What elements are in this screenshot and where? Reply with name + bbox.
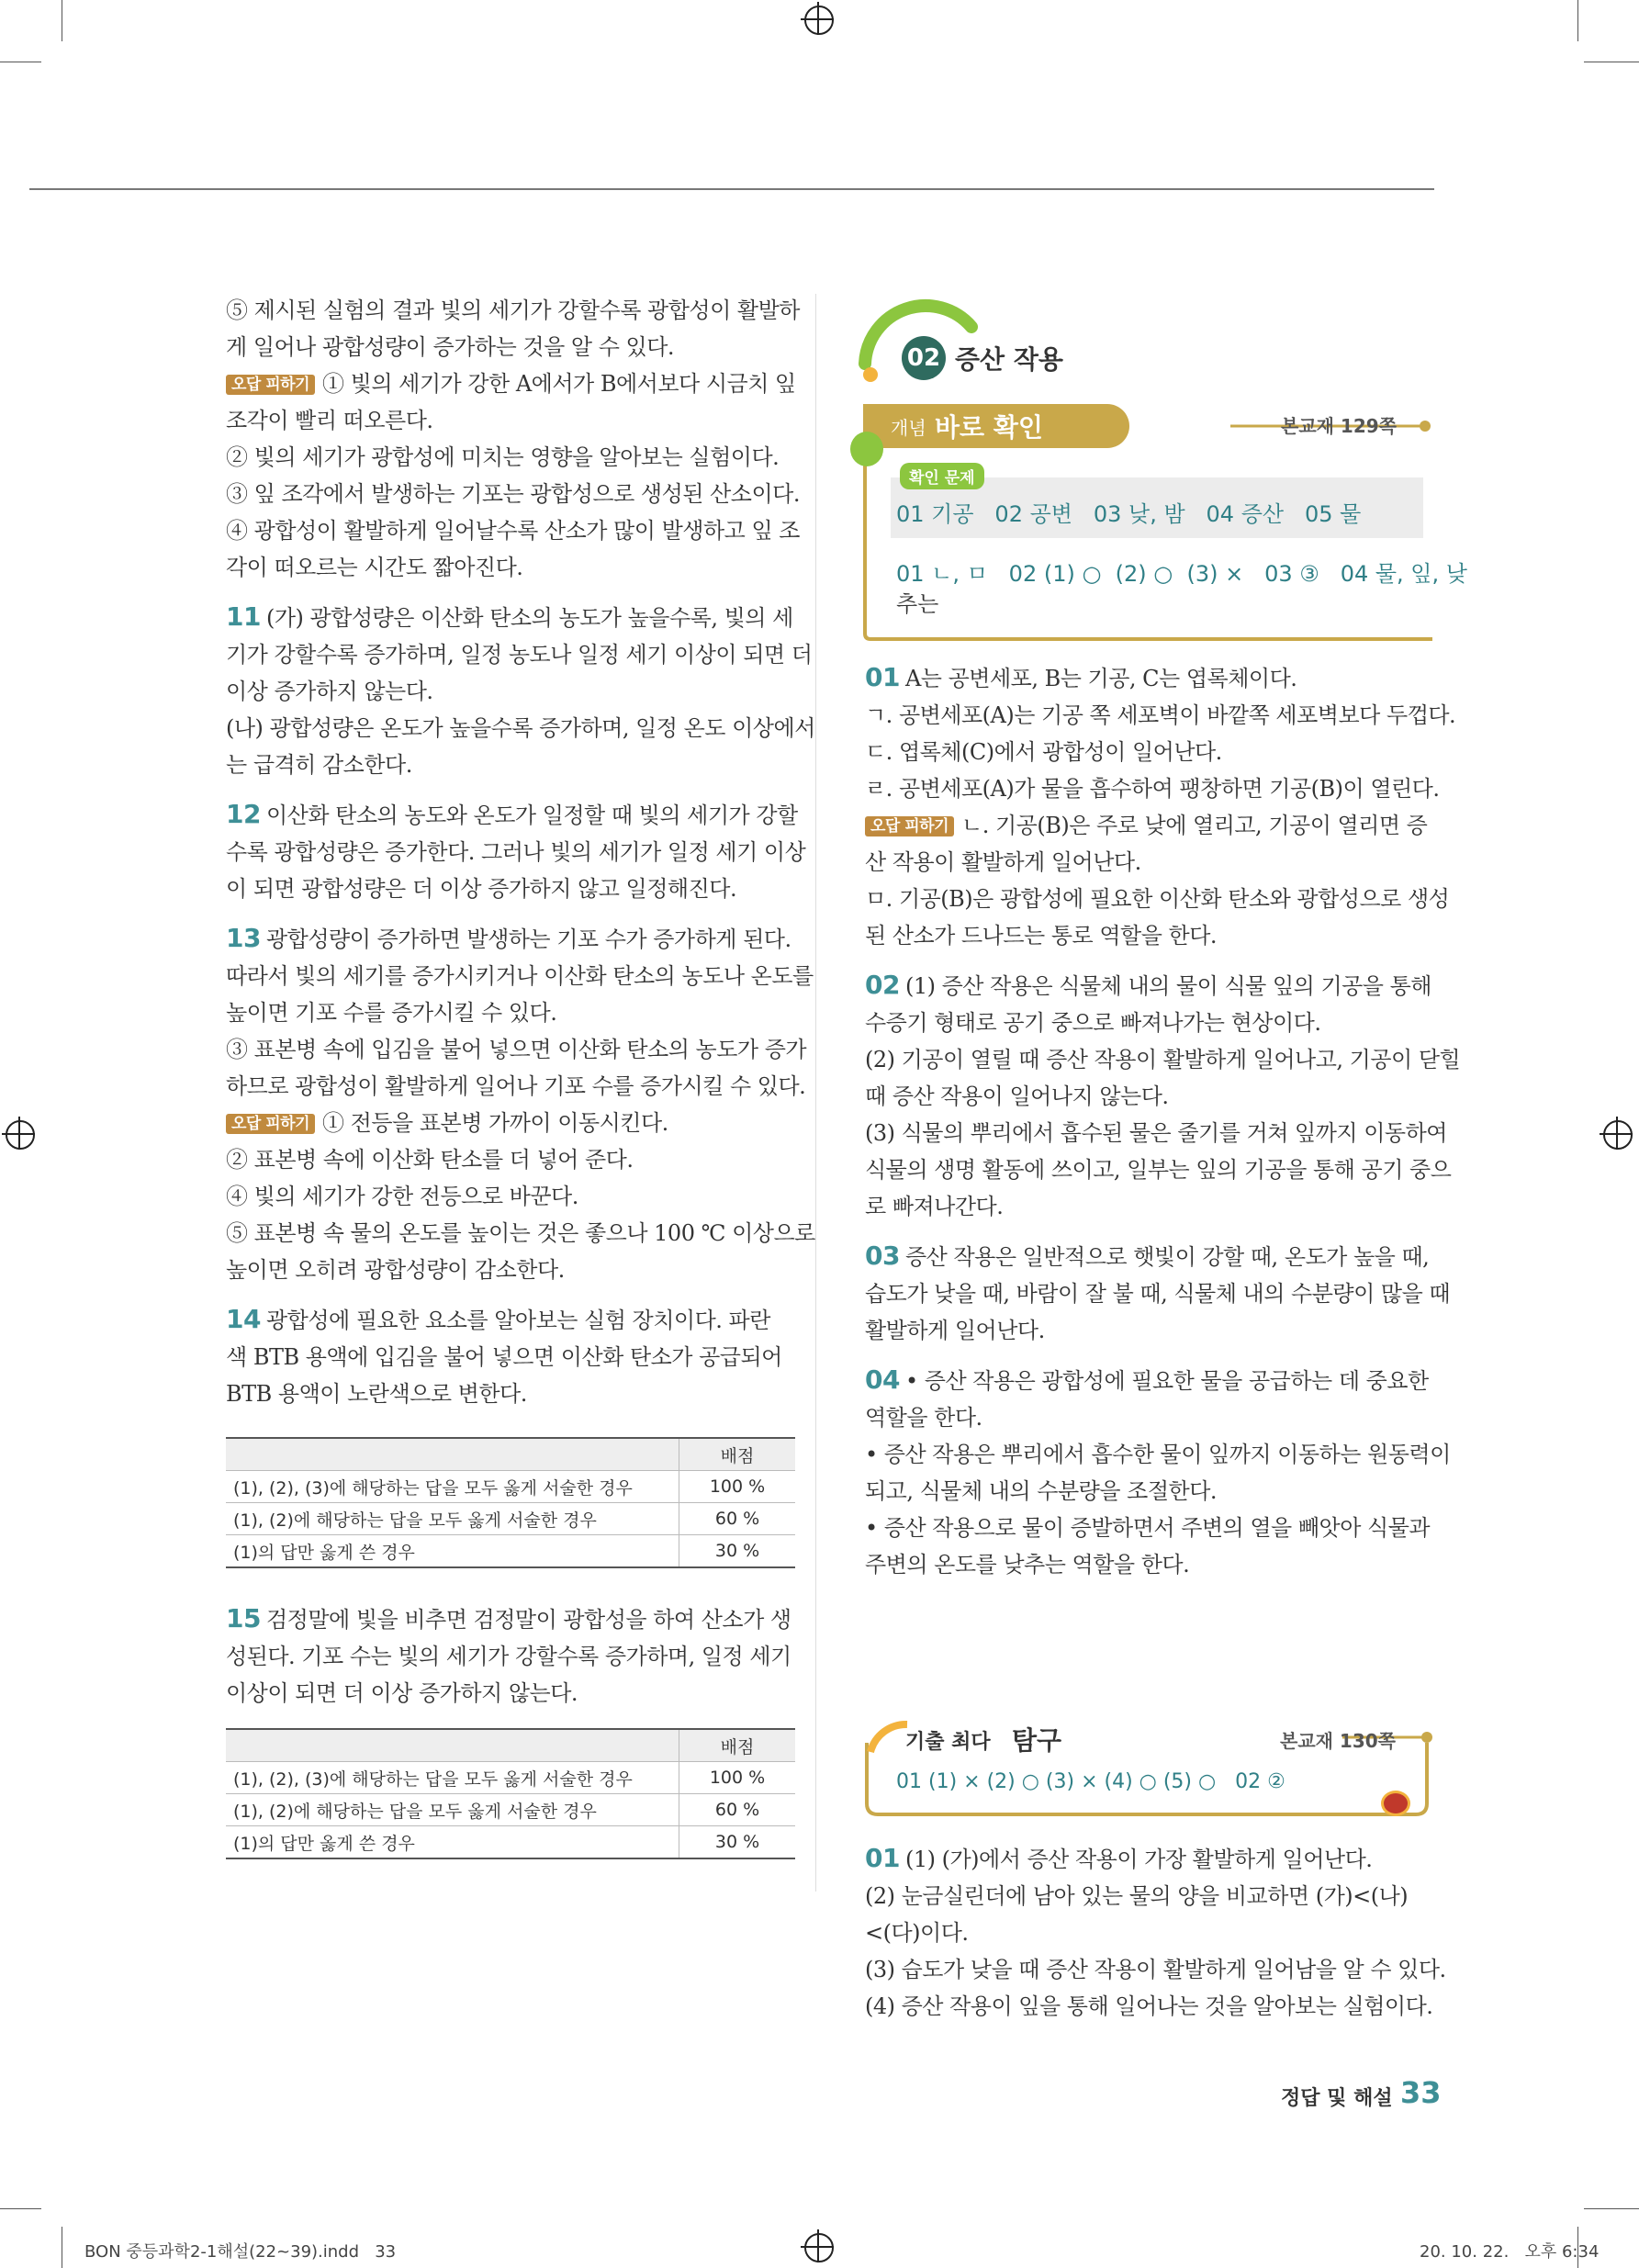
score-table-14 xyxy=(226,1437,795,1568)
question-04: 04 • 증산 작용은 광합성에 필요한 물을 공급하는 데 중요한 역할을 한다. • 증산 작용은 뿌리에서 흡수한 물이 잎까지 이동하는 원동력이 되고, 식물체 내의 수분량을 조절한다. • 증산 작용으로 물이 증발하면서 주변의 열을 빼앗아 식물과 주변의 온도를 낮추는 역할을 한다. xyxy=(865,1364,1451,1577)
wrong-answer-note: 오답 피하기 ① 빛의 세기가 강한 A에서가 B에서보다 시금치 잎 조각이 빨리 떠오른다. ② 빛의 세기가 광합성에 미치는 영향을 알아보는 실험이다. ③ 잎 조각에서 발생하는 기포는 광합성으로 생성된 산소이다. ④ 광합성이 활발하게 일어날수록 산소가 많이 발생하고 잎 조 각이 떠오르는 시간도 짧아진다. xyxy=(226,371,800,580)
score-header: 배점 xyxy=(679,1729,796,1762)
quiz-answers-line1: 01 ㄴ, ㅁ 02 (1) ○ (2) ○ (3) × 03 ③ 04 물, 잎, 낮 xyxy=(896,561,1467,587)
page-reference: 본교재 129쪽 xyxy=(1281,415,1397,437)
registration-mark-top-icon xyxy=(804,6,834,35)
wrong-answer-tag: 오답 피하기 xyxy=(226,1114,315,1134)
question-03: 03 증산 작용은 일반적으로 햇빛이 강할 때, 온도가 높을 때, 습도가 낮을 때, 바람이 잘 불 때, 식물체 내의 수분량이 많을 때 활발하게 일어난다. xyxy=(865,1241,1451,1343)
explore-answers: 01 (1) × (2) ○ (3) × (4) ○ (5) ○ 02 ② xyxy=(896,1770,1285,1793)
concept-label-small: 개념 xyxy=(891,417,926,439)
page-reference: 본교재 130쪽 xyxy=(1280,1730,1396,1752)
chameleon-icon xyxy=(850,432,883,466)
registration-mark-bottom-icon xyxy=(804,2233,834,2262)
column-divider xyxy=(815,294,816,1892)
explore-explanations xyxy=(865,1840,1446,2025)
left-column xyxy=(226,292,815,1412)
question-01: 01 A는 공변세포, B는 기공, C는 엽록체이다. ㄱ. 공변세포(A)는 기공 쪽 세포벽이 바깥쪽 세포벽보다 두껍다. ㄷ. 엽록체(C)에서 광합성이 일어난다. ㄹ. 공변세포(A)가 물을 흡수하여 팽창하면 기공(B)이 열린다. xyxy=(865,662,1456,802)
question-number: 03 xyxy=(865,1241,900,1271)
question-number: 12 xyxy=(226,799,261,829)
question-number: 13 xyxy=(226,923,261,953)
score-table-15 xyxy=(226,1728,795,1859)
question-15: 15 검정말에 빛을 비추면 검정말이 광합성을 하여 산소가 생 성된다. 기포 수는 빛의 세기가 강할수록 증가하며, 일정 세기 이상이 되면 더 이상 증가하지 않는다. xyxy=(226,1603,791,1706)
question-12: 12 이산화 탄소의 농도와 온도가 일정할 때 빛의 세기가 강할 수록 광합성량은 증가한다. 그러나 빛의 세기가 일정 세기 이상 이 되면 광합성량은 더 이상 증가하지 않고 일정해진다. xyxy=(226,799,806,902)
crop-line-vert-tr xyxy=(1577,0,1578,41)
table-row: (1), (2), (3)에 해당하는 답을 모두 옳게 서술한 경우 100 % xyxy=(226,1471,795,1503)
question-number: 15 xyxy=(226,1603,261,1634)
footer-file: BON 중등과학2-1해설(22~39).indd 33 xyxy=(84,2242,397,2262)
table-row: (1), (2)에 해당하는 답을 모두 옳게 서술한 경우 60 % xyxy=(226,1794,795,1826)
question-number: 01 xyxy=(865,662,900,692)
check-answers: 01 기공 02 공변 03 낮, 밤 04 증산 05 물 xyxy=(896,501,1362,527)
table-row: (1)의 답만 옳게 쓴 경우 30 % xyxy=(226,1826,795,1859)
question-02: 02 (1) 증산 작용은 식물체 내의 물이 식물 잎의 기공을 통해 수증기 형태로 공기 중으로 빠져나가는 현상이다. (2) 기공이 열릴 때 증산 작용이 활발하게 일어나고, 기공이 닫힐 때 증산 작용이 일어나지 않는다. (3) 식물의 뿌리에서 흡수된 물은 줄기를 거쳐 잎까지 이동하여 식물의 생명 활동에 쓰이고, 일부는 잎의 기공을 통해 공기 중으 로 빠져나간다. xyxy=(865,970,1461,1219)
question-01: 01 (1) (가)에서 증산 작용이 가장 활발하게 일어난다. (2) 눈금실린더에 남아 있는 물의 양을 비교하면 (가)<(나) <(다)이다. (3) 습도가 낮을 때 증산 작용이 활발하게 일어남을 알 수 있다. (4) 증산 작용이 잎을 통해 일어나는 것을 알아보는 실험이다. xyxy=(865,1843,1446,2019)
wrong-answer-note: 오답 피하기 ① 전등을 표본병 가까이 이동시킨다. ② 표본병 속에 이산화 탄소를 더 넣어 준다. ④ 빛의 세기가 강한 전등으로 바꾼다. ⑤ 표본병 속 물의 온도를 높이는 것은 좋으나 100 ℃ 이상으로 높이면 오히려 광합성량이 감소한다. xyxy=(226,1110,815,1283)
question-number: 02 xyxy=(865,970,900,1000)
explore-box xyxy=(865,1715,1434,1818)
section-number-badge: 02 xyxy=(902,336,946,380)
table-row: (1), (2)에 해당하는 답을 모두 옳게 서술한 경우 60 % xyxy=(226,1503,795,1535)
check-badge: 확인 문제 xyxy=(900,463,984,489)
table-row: (1)의 답만 옳게 쓴 경우 30 % xyxy=(226,1535,795,1568)
wrong-answer-tag: 오답 피하기 xyxy=(865,816,954,836)
registration-mark-left-icon xyxy=(6,1120,35,1150)
question-14: 14 광합성에 필요한 요소를 알아보는 실험 장치이다. 파란 색 BTB 용액에 입김을 불어 넣으면 이산화 탄소가 공급되어 BTB 용액이 노란색으로 변한다. xyxy=(226,1304,782,1407)
wrong-answer-tag: 오답 피하기 xyxy=(226,375,315,395)
section-title: 증산 작용 xyxy=(955,344,1063,375)
wrong-answer-note: ⑤ 제시된 실험의 결과 빛의 세기가 강할수록 광합성이 활발하 게 일어나 광합성량이 증가하는 것을 알 수 있다. xyxy=(226,298,800,360)
question-13: 13 광합성량이 증가하면 발생하는 기포 수가 증가하게 된다. 따라서 빛의 세기를 증가시키거나 이산화 탄소의 농도나 온도를 높이면 기포 수를 증가시킬 수 있다. ③ 표본병 속에 입김을 불어 넣으면 이산화 탄소의 농도가 증가 하므로 광합성이 활발하게 일어나 기포 수를 증가시킬 수 있다. xyxy=(226,923,814,1099)
crop-line-bottom-left xyxy=(0,2208,41,2209)
question-number: 14 xyxy=(226,1304,261,1334)
snail-icon xyxy=(1381,1791,1410,1816)
page-number: 33 xyxy=(1400,2075,1442,2110)
question-number: 01 xyxy=(865,1843,900,1873)
question-number: 04 xyxy=(865,1364,900,1395)
concept-check-box xyxy=(863,404,1467,641)
explore-label-a: 기출 최다 xyxy=(905,1731,991,1754)
crop-line-bottom-right xyxy=(1584,2208,1639,2209)
question-11: 11 (가) 광합성량은 이산화 탄소의 농도가 높을수록, 빛의 세 기가 강할수록 증가하며, 일정 농도나 일정 세기 이상이 되면 더 이상 증가하지 않는다. (나) 광합성량은 온도가 높을수록 증가하며, 일정 온도 이상에서 는 급격히 감소한다. xyxy=(226,601,815,778)
table-row: (1), (2), (3)에 해당하는 답을 모두 옳게 서술한 경우 100 % xyxy=(226,1762,795,1794)
question-number: 11 xyxy=(226,601,261,632)
wrong-answer-note: 오답 피하기 ㄴ. 기공(B)은 주로 낮에 열리고, 기공이 열리면 증 산 작용이 활발하게 일어난다. ㅁ. 기공(B)은 광합성에 필요한 이산화 탄소와 광합성으로 생성 된 산소가 드나드는 통로 역할을 한다. xyxy=(865,813,1450,949)
right-column xyxy=(865,659,1461,1583)
quiz-answers-line2: 추는 xyxy=(896,591,939,617)
header-rule xyxy=(29,188,1434,190)
score-header: 배점 xyxy=(679,1438,796,1471)
footer-date: 20. 10. 22. 오후 6:34 xyxy=(1420,2242,1600,2262)
explore-label-b: 탐구 xyxy=(1012,1725,1062,1756)
registration-mark-right-icon xyxy=(1603,1120,1633,1150)
footer-label: 정답 및 해설 xyxy=(1281,2087,1393,2110)
concept-label-big: 바로 확인 xyxy=(935,412,1043,443)
